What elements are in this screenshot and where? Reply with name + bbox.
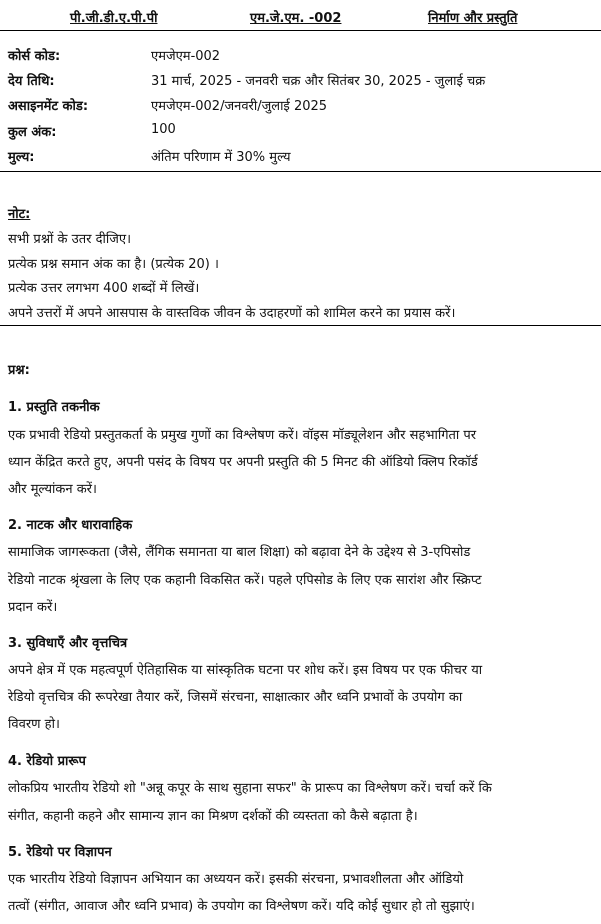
document-header: [8, 8, 600, 30]
course-code-header: एम.जे.एम. -002: [250, 11, 342, 26]
question-title: 3. सुविधाएँ और वृत्तचित्र: [8, 636, 128, 651]
note-line: सभी प्रश्नों के उतर दीजिए।: [8, 232, 132, 247]
question-line: विवरण हो।: [8, 717, 60, 732]
question-line: रेडियो वृत्तचित्र की रूपरेखा तैयार करें, जिसमें संरचना, साक्षात्कार और ध्वनि प्रभावों के उपयोग का: [8, 690, 463, 705]
question-line: ध्यान केंद्रित करते हुए, अपनी पसंद के विषय पर अपनी प्रस्तुति की 5 मिनट की ऑडियो क्लिप रिकॉर्ड: [8, 455, 478, 470]
note-line: प्रत्येक उत्तर लगभग 400 शब्दों में लिखें।: [8, 281, 200, 296]
meta-label: देय तिथि:: [8, 74, 55, 89]
programme-code: पी.जी.डी.ए.पी.पी: [70, 11, 158, 26]
questions-label: प्रश्न:: [8, 363, 30, 378]
question-title: 5. रेडियो पर विज्ञापन: [8, 845, 112, 860]
meta-total-marks: [8, 122, 598, 144]
question-line: एक प्रभावी रेडियो प्रस्तुतकर्ता के प्रमुख गुणों का विश्लेषण करें। वॉइस मॉड्यूलेशन और सहभागिता पर: [8, 428, 477, 443]
meta-assignment-code: [8, 96, 598, 118]
question-line: सामाजिक जागरूकता (जैसे, लैंगिक समानता या बाल शिक्षा) को बढ़ावा देने के उद्देश्य से 3-एपिसोड: [8, 545, 471, 560]
note-divider: [0, 325, 601, 326]
meta-label: मुल्य:: [8, 150, 35, 165]
course-title: निर्माण और प्रस्तुति: [428, 11, 518, 26]
question-line: लोकप्रिय भारतीय रेडियो शो "अन्नू कपूर के साथ सुहाना सफर" के प्रारूप का विश्लेषण करें। चर्चा करें कि: [8, 781, 492, 796]
meta-label: कोर्स कोड:: [8, 49, 61, 64]
meta-weightage: [8, 147, 598, 169]
meta-value: अंतिम परिणाम में 30% मुल्य: [151, 150, 291, 165]
note-line: प्रत्येक प्रश्न समान अंक का है। (प्रत्येक 20) ।: [8, 257, 219, 272]
meta-value: 100: [151, 122, 176, 137]
question-line: तत्वों (संगीत, आवाज और ध्वनि प्रभाव) के उपयोग का विश्लेषण करें। यदि कोई सुधार हो तो सुझाएं।: [8, 899, 475, 914]
note-title: नोट:: [8, 207, 31, 222]
question-title: 4. रेडियो प्रारूप: [8, 754, 86, 769]
question-line: अपने क्षेत्र में एक महत्वपूर्ण ऐतिहासिक या सांस्कृतिक घटना पर शोध करें। इस विषय पर एक फीचर या: [8, 663, 483, 678]
question-title: 1. प्रस्तुति तकनीक: [8, 400, 100, 415]
question-line: संगीत, कहानी कहने और सामान्य ज्ञान का मिश्रण दर्शकों की व्यस्तता को कैसे बढ़ाता है।: [8, 809, 418, 824]
question-title: 2. नाटक और धारावाहिक: [8, 518, 133, 533]
meta-value: एमजेएम-002/जनवरी/जुलाई 2025: [151, 99, 328, 114]
meta-label: कुल अंक:: [8, 125, 57, 140]
meta-value: एमजेएम-002: [151, 49, 221, 64]
question-line: और मूल्यांकन करें।: [8, 482, 97, 497]
question-line: प्रदान करें।: [8, 600, 58, 615]
meta-course-code: [8, 46, 598, 68]
meta-label: असाइनमेंट कोड:: [8, 99, 89, 114]
question-line: रेडियो नाटक श्रृंखला के लिए एक कहानी विकसित करें। पहले एपिसोड के लिए एक सारांश और स्क्रिप्ट: [8, 573, 482, 588]
meta-value: 31 मार्च, 2025 - जनवरी चक्र और सितंबर 30, 2025 - जुलाई चक्र: [151, 74, 486, 89]
meta-divider: [0, 171, 601, 172]
note-line: अपने उत्तरों में अपने आसपास के वास्तविक जीवन के उदाहरणों को शामिल करने का प्रयास करें।: [8, 306, 456, 321]
header-divider: [0, 30, 601, 31]
question-line: एक भारतीय रेडियो विज्ञापन अभियान का अध्ययन करें। इसकी संरचना, प्रभावशीलता और ऑडियो: [8, 872, 464, 887]
meta-due-date: [8, 71, 598, 93]
